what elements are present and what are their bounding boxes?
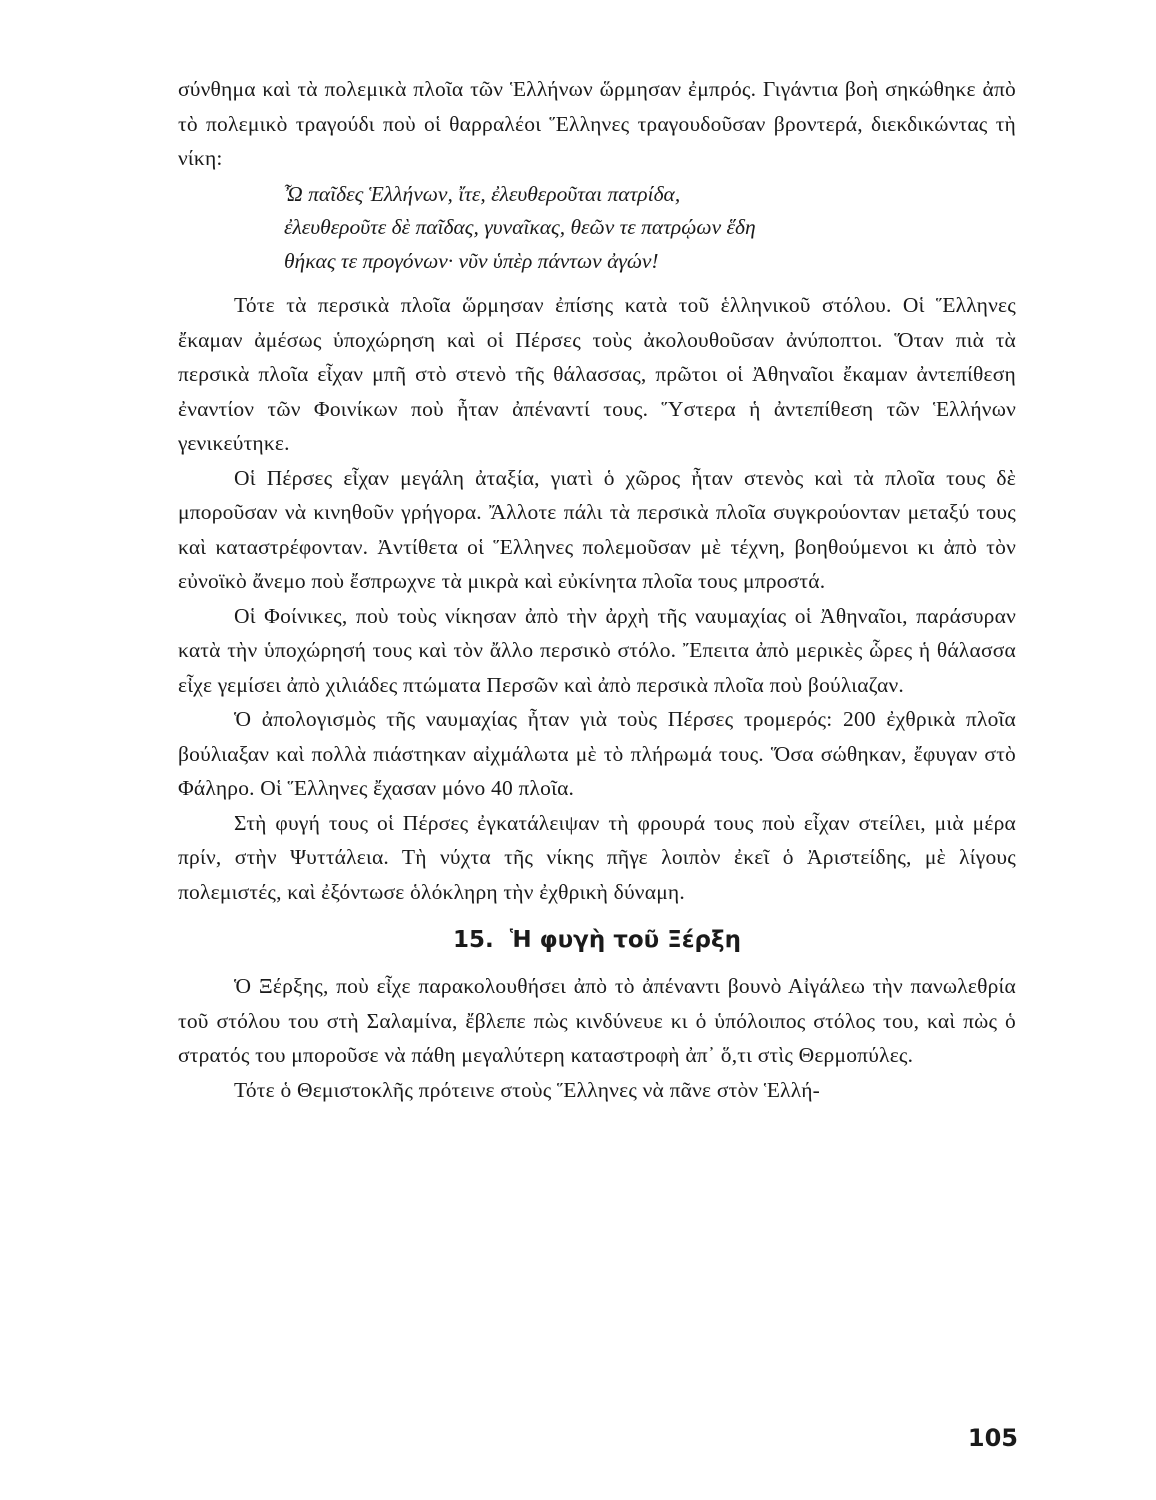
- poem-quote: [284, 178, 1016, 279]
- page-content: [178, 72, 1016, 1107]
- section-number: 15.: [452, 927, 494, 953]
- paragraph: Στὴ φυγή τους οἱ Πέρσες ἐγκατάλειψαν τὴ φρουρά τους ποὺ εἶχαν στείλει, μιὰ μέρα πρίν, στὴν Ψυττάλεια. Τὴ νύχτα τῆς νίκης πῆγε λοιπὸν ἐκεῖ ὁ Ἀριστείδης, μὲ λίγους πολεμιστές, καὶ ἐξόντωσε ὁλόκληρη τὴν ἐχθρικὴ δύναμη.: [178, 810, 1016, 904]
- paragraph: Ὁ ἀπολογισμὸς τῆς ναυμαχίας ἦταν γιὰ τοὺς Πέρσες τρομερός: 200 ἐχθρικὰ πλοῖα βούλιαξαν καὶ πολλὰ πιάστηκαν αἰχμάλωτα μὲ τὸ πλήρωμά τους. Ὅσα σώθηκαν, ἔφυγαν στὸ Φάληρο. Οἱ Ἕλληνες ἔχασαν μόνο 40 πλοῖα.: [178, 707, 1016, 800]
- poem-line: Ὦ παῖδες Ἑλλήνων, ἴτε, ἐλευθεροῦται πατρίδα,: [284, 181, 681, 206]
- section-heading: [178, 923, 1016, 957]
- paragraph: Τότε ὁ Θεμιστοκλῆς πρότεινε στοὺς Ἕλληνες νὰ πᾶνε στὸν Ἑλλή-: [234, 1077, 821, 1102]
- section-title: Ἡ φυγὴ τοῦ Ξέρξη: [509, 927, 741, 953]
- poem-line: ἐλευθεροῦτε δὲ παῖδας, γυναῖκας, θεῶν τε πατρῴων ἕδη: [284, 215, 756, 239]
- paragraph-intro: σύνθημα καὶ τὰ πολεμικὰ πλοῖα τῶν Ἑλλήνων ὥρμησαν ἐμπρός. Γιγάντια βοὴ σηκώθηκε ἀπὸ τὸ πολεμικὸ τραγούδι ποὺ οἱ θαρραλέοι Ἕλληνες τραγουδοῦσαν βροντερά, διεκδικώντας τὴ νίκη:: [178, 77, 1016, 170]
- page-number: 105: [967, 1424, 1018, 1452]
- paragraph: Οἱ Φοίνικες, ποὺ τοὺς νίκησαν ἀπὸ τὴν ἀρχὴ τῆς ναυμαχίας οἱ Ἀθηναῖοι, παράσυραν κατὰ τὴν ὑποχώρησή τους καὶ τὸν ἄλλο περσικὸ στόλο. Ἔπειτα ἀπὸ μερικὲς ὧρες ἡ θάλασσα εἶχε γεμίσει ἀπὸ χιλιάδες πτώματα Περσῶν καὶ ἀπὸ περσικὰ πλοῖα ποὺ βούλιαζαν.: [178, 603, 1016, 697]
- paragraph: Οἱ Πέρσες εἶχαν μεγάλη ἀταξία, γιατὶ ὁ χῶρος ἦταν στενὸς καὶ τὰ πλοῖα τους δὲ μποροῦσαν νὰ κινηθοῦν γρήγορα. Ἄλλοτε πάλι τὰ περσικὰ πλοῖα συγκρούονταν μεταξύ τους καὶ καταστρέφονταν. Ἀντίθετα οἱ Ἕλληνες πολεμοῦσαν μὲ τέχνη, βοηθούμενοι κι ἀπὸ τὸν εὐνοϊκὸ ἄνεμο ποὺ ἔσπρωχνε τὰ μικρὰ καὶ εὐκίνητα πλοῖα τους μπροστά.: [178, 465, 1016, 593]
- paragraph: Ὁ Ξέρξης, ποὺ εἶχε παρακολουθήσει ἀπὸ τὸ ἀπέναντι βουνὸ Αἰγάλεω τὴν πανωλεθρία τοῦ στόλου του στὴ Σαλαμίνα, ἔβλεπε πὼς κινδύνευε κι ὁ ὑπόλοιπος στόλος του, καὶ πὼς ὁ στρατός του μποροῦσε νὰ πάθη μεγαλύτερη καταστροφὴ ἀπ᾿ ὅ,τι στὶς Θερμοπύλες.: [178, 974, 1016, 1067]
- paragraph: Τότε τὰ περσικὰ πλοῖα ὥρμησαν ἐπίσης κατὰ τοῦ ἑλληνικοῦ στόλου. Οἱ Ἕλληνες ἔκαμαν ἀμέσως ὑποχώρηση καὶ οἱ Πέρσες τοὺς ἀκολουθοῦσαν ἀνύποπτοι. Ὅταν πιὰ τὰ περσικὰ πλοῖα εἶχαν μπῆ στὸ στενὸ τῆς θάλασσας, πρῶτοι οἱ Ἀθηναῖοι ἔκαμαν ἀντεπίθεση ἐναντίον τῶν Φοινίκων ποὺ ἦταν ἀπέναντί τους. Ὕστερα ἡ ἀντεπίθεση τῶν Ἑλλήνων γενικεύτηκε.: [178, 293, 1016, 455]
- poem-line: θήκας τε προγόνων· νῦν ὑπὲρ πάντων ἀγών!: [284, 248, 659, 273]
